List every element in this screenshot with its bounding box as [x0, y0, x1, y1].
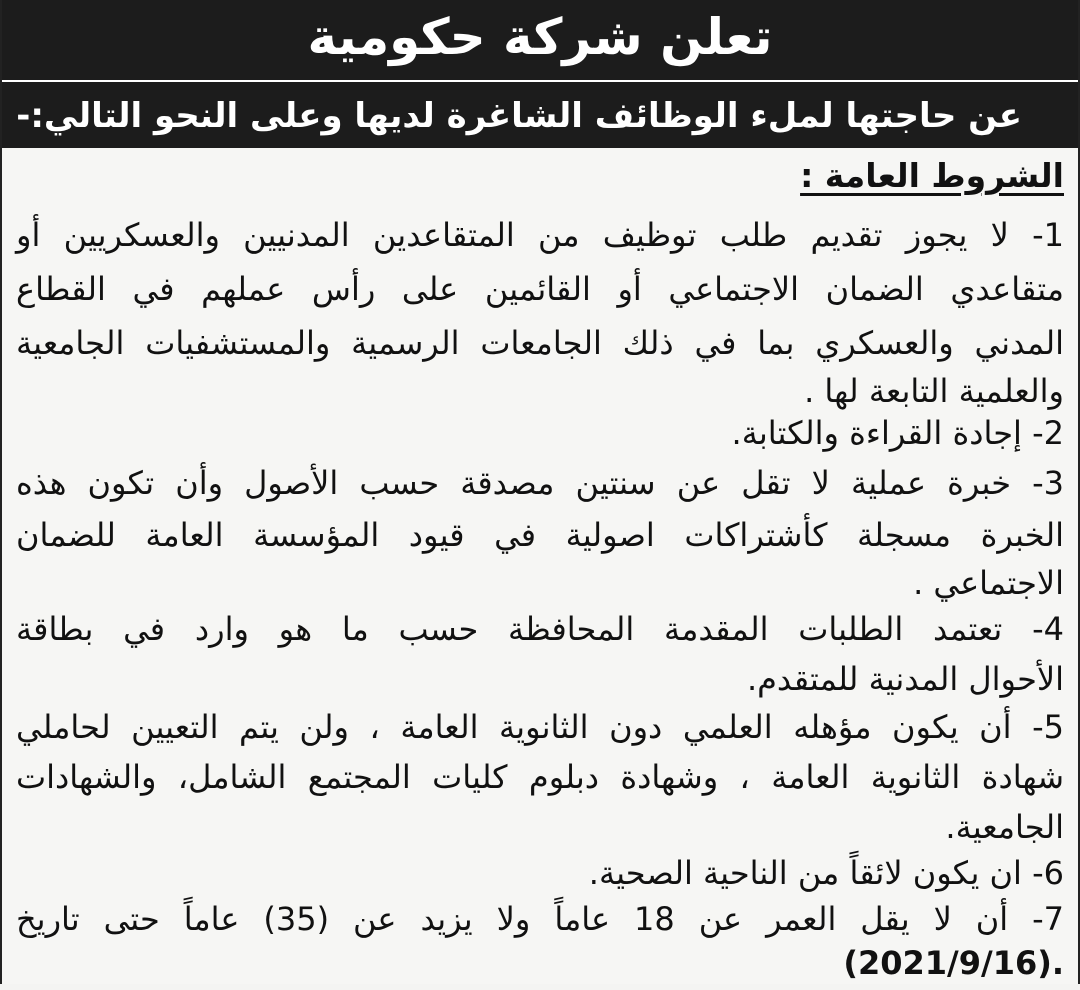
condition-1-line-3: المدني والعسكري بما في ذلك الجامعات الرسمية والمستشفيات الجامعية [16, 324, 1064, 362]
condition-1-line-4: والعلمية التابعة لها . [804, 372, 1064, 410]
condition-5-line-2: شهادة الثانوية العامة ، وشهادة دبلوم كليات المجتمع الشامل، والشهادات [16, 758, 1064, 796]
announcement-subtitle: عن حاجتها لملء الوظائف الشاغرة لديها وعلى النحو التالي:- [16, 96, 1022, 136]
header-divider [2, 80, 1078, 82]
condition-6-line-1: 6- ان يكون لائقاً من الناحية الصحية. [588, 854, 1064, 892]
condition-1-line-2: متقاعدي الضمان الاجتماعي أو القائمين على رأس عملهم في القطاع [16, 270, 1064, 308]
condition-4-line-1: 4- تعتمد الطلبات المقدمة المحافظة حسب ما هو وارد في بطاقة [16, 610, 1064, 648]
condition-3-line-3: الاجتماعي . [913, 564, 1064, 602]
condition-1-line-1: 1- لا يجوز تقديم طلب توظيف من المتقاعدين المدنيين والعسكريين أو [16, 216, 1064, 254]
condition-5-line-3: الجامعية. [945, 808, 1064, 846]
condition-2-line-1: 2- إجادة القراءة والكتابة. [731, 414, 1064, 452]
condition-5-line-1: 5- أن يكون مؤهله العلمي دون الثانوية العامة ، ولن يتم التعيين لحاملي [16, 708, 1064, 746]
condition-7-line-1: 7- أن لا يقل العمر عن 18 عاماً ولا يزيد عن (35) عاماً حتى تاريخ [16, 900, 1065, 938]
condition-3-line-1: 3- خبرة عملية لا تقل عن سنتين مصدقة حسب الأصول وأن تكون هذه [16, 464, 1064, 502]
condition-3-line-2: الخبرة مسجلة كأشتراكات اصولية في قيود المؤسسة العامة للضمان [16, 516, 1064, 554]
announcement-title: تعلن شركة حكومية [307, 8, 773, 66]
condition-7-line-2-date: (2021/9/16). [843, 944, 1064, 982]
condition-4-line-2: الأحوال المدنية للمتقدم. [746, 660, 1064, 698]
general-conditions-heading: الشروط العامة : [800, 156, 1064, 195]
advertisement-header [2, 0, 1078, 148]
